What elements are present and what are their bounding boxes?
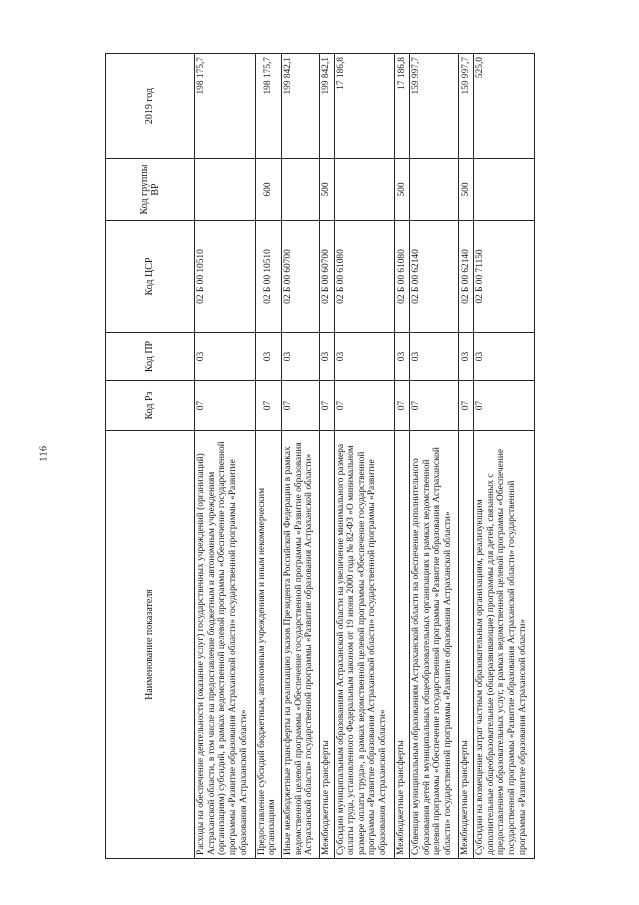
row-pr: 03 xyxy=(255,333,281,381)
budget-table xyxy=(105,53,535,859)
row-pr: 03 xyxy=(395,333,410,381)
table-row xyxy=(334,54,395,859)
header-rz: Код Рз xyxy=(106,381,195,431)
row-amount: 199 842,1 xyxy=(319,54,334,159)
row-vr: 600 xyxy=(255,159,281,221)
table-row xyxy=(395,54,410,859)
header-year: 2019 год xyxy=(106,54,195,159)
row-csr: 02 Б 00 71150 xyxy=(474,221,535,333)
row-pr: 03 xyxy=(334,333,395,381)
table-row xyxy=(474,54,535,859)
row-vr xyxy=(282,159,320,221)
table-row xyxy=(410,54,459,859)
row-rz: 07 xyxy=(319,381,334,431)
row-vr: 500 xyxy=(459,159,474,221)
row-amount: 159 997,7 xyxy=(459,54,474,159)
header-name: Наименование показателя xyxy=(106,431,195,859)
row-csr: 02 Б 00 60700 xyxy=(282,221,320,333)
row-csr: 02 Б 00 10510 xyxy=(195,221,256,333)
table-row xyxy=(282,54,320,859)
row-name: Межбюджетные трансферты xyxy=(395,431,410,859)
row-rz: 07 xyxy=(195,381,256,431)
table-rotator xyxy=(105,54,535,859)
header-csr: Код ЦСР xyxy=(106,221,195,333)
row-csr: 02 Б 00 10510 xyxy=(255,221,281,333)
row-pr: 03 xyxy=(459,333,474,381)
header-vr: Код группы ВР xyxy=(106,159,195,221)
row-rz: 07 xyxy=(334,381,395,431)
row-pr: 03 xyxy=(474,333,535,381)
row-csr: 02 Б 00 61080 xyxy=(395,221,410,333)
row-amount: 198 175,7 xyxy=(195,54,256,159)
table-row xyxy=(459,54,474,859)
table-row xyxy=(255,54,281,859)
row-vr: 500 xyxy=(395,159,410,221)
row-csr: 02 Б 00 62140 xyxy=(459,221,474,333)
row-amount: 198 175,7 xyxy=(255,54,281,159)
row-vr xyxy=(195,159,256,221)
row-rz: 07 xyxy=(395,381,410,431)
row-vr xyxy=(334,159,395,221)
row-csr: 02 Б 00 62140 xyxy=(410,221,459,333)
page-number: 116 xyxy=(38,445,50,462)
row-amount: 199 842,1 xyxy=(282,54,320,159)
row-name: Субвенции муниципальным образованиям Астраханской области на обеспечение дополнительного образования детей в муниципальных общеобразовательных организациях в рамках ведомственной целевой программы «Обеспечение государственной программы «Развитие образования Астраханской области» государственной программы «Развитие образования Астраханской области» xyxy=(410,431,459,859)
row-pr: 03 xyxy=(410,333,459,381)
row-vr xyxy=(410,159,459,221)
row-rz: 07 xyxy=(255,381,281,431)
row-pr: 03 xyxy=(319,333,334,381)
row-name: Межбюджетные трансферты xyxy=(319,431,334,859)
row-vr xyxy=(474,159,535,221)
row-name: Расходы на обеспечение деятельности (оказание услуг) государственных учреждений (организаций) Астраханской области, в том числе на предоставление бюджетным и автономным учреждениям (организациям) субсидий, в рамках ведомственной целевой программы «Обеспечение государственной программы «Развитие образования Астраханской области» государственной программы «Развитие образования Астраханской области» xyxy=(195,431,256,859)
row-name: Межбюджетные трансферты xyxy=(459,431,474,859)
table-body xyxy=(195,54,535,859)
row-rz: 07 xyxy=(474,381,535,431)
rotated-page xyxy=(105,54,535,859)
table-row xyxy=(195,54,256,859)
table-header xyxy=(106,54,195,859)
row-name: Субсидии муниципальным образованиям Астраханской области на увеличение минимального размера оплаты труда, установленного Федеральным законом от 19 июня 2000 года № 82-ФЗ «О минимальном размере оплаты труда», в рамках ведомственной целевой программы «Обеспечение государственной программы «Развитие образования Астраханской области» государственной программы «Развитие образования Астраханской области» xyxy=(334,431,395,859)
row-rz: 07 xyxy=(459,381,474,431)
header-pr: Код ПР xyxy=(106,333,195,381)
row-rz: 07 xyxy=(410,381,459,431)
row-pr: 03 xyxy=(282,333,320,381)
row-name: Иные межбюджетные трансферты на реализацию указов Президента Российской Федерации в рамках ведомственной целевой программы «Обеспечение государственной программы «Развитие образования Астраханской области» государственной программы «Развитие образования Астраханской области» xyxy=(282,431,320,859)
row-csr: 02 Б 00 60700 xyxy=(319,221,334,333)
row-csr: 02 Б 00 61080 xyxy=(334,221,395,333)
row-name: Субсидии на возмещение затрат частным образовательным организациям, реализующим дополнительные общеобразовательные (общеразвивающие) программы для детей, связанных с предоставлением образовательных услуг, в рамках ведомственной целевой программы «Обеспечение государственной программы «Развитие образования Астраханской области» государственной программы «Развитие образования Астраханской области» xyxy=(474,431,535,859)
row-name: Предоставление субсидий бюджетным, автономным учреждениям и иным некоммерческим организациям xyxy=(255,431,281,859)
row-pr: 03 xyxy=(195,333,256,381)
row-vr: 500 xyxy=(319,159,334,221)
row-amount: 525,0 xyxy=(474,54,535,159)
row-rz: 07 xyxy=(282,381,320,431)
row-amount: 17 186,8 xyxy=(395,54,410,159)
table-row xyxy=(319,54,334,859)
row-amount: 17 186,8 xyxy=(334,54,395,159)
header-row xyxy=(106,54,195,859)
row-amount: 159 997,7 xyxy=(410,54,459,159)
